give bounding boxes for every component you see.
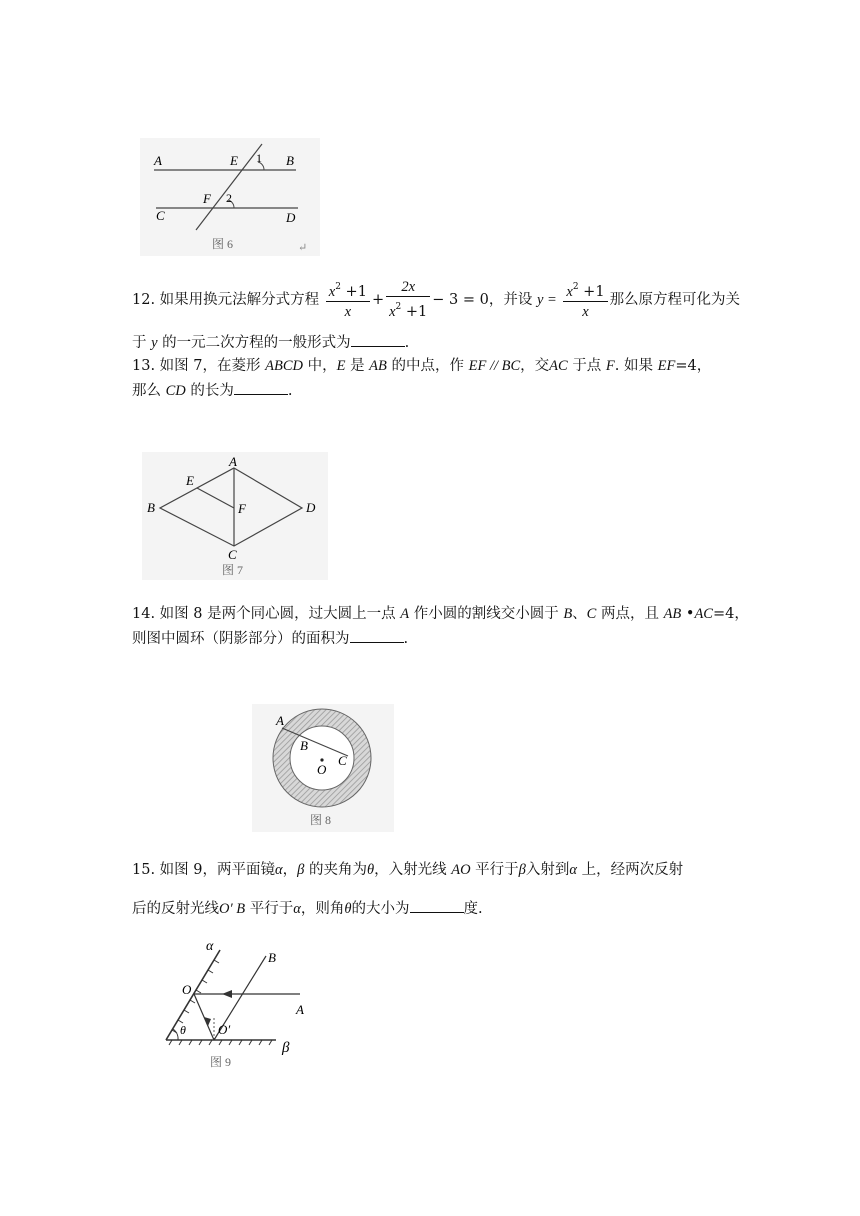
label-beta: β — [282, 1040, 290, 1056]
answer-blank[interactable] — [410, 898, 464, 913]
question-14-line-1: 14. 如图 8 是两个同心圆，过大圆上一点 A 作小圆的割线交小圆于 B、C 两点，且 AB •AC=4， — [132, 606, 749, 622]
figure-caption: 图 8 — [310, 813, 332, 827]
answer-blank[interactable] — [234, 380, 288, 395]
label-angle-1: 1 — [256, 151, 262, 165]
figure-caption: 图 9 — [210, 1055, 232, 1069]
label-theta: θ — [180, 1023, 186, 1037]
arrow-head-incident — [222, 990, 232, 998]
arrow-head-reflected — [204, 1017, 211, 1026]
label-f: F — [203, 191, 211, 206]
figure-caption: 图 6 — [212, 237, 234, 251]
answer-blank[interactable] — [351, 332, 405, 347]
figure-caption: 图 7 — [222, 563, 244, 577]
label-alpha: α — [206, 939, 214, 954]
question-13-line-1: 13. 如图 7，在菱形 ABCD 中，E 是 AB 的中点，作 EF // BC，交AC 于点 F. 如果 EF=4， — [132, 358, 712, 374]
label-b: B — [268, 950, 276, 965]
label-a: A — [154, 153, 162, 168]
figure-8 — [252, 704, 394, 832]
label-c: C — [228, 547, 237, 562]
label-d: D — [286, 210, 296, 225]
label-o: O — [182, 982, 192, 997]
label-c: C — [338, 753, 347, 768]
figure-6 — [140, 138, 320, 256]
label-o: O — [317, 762, 327, 777]
question-13-line-2: 那么 CD 的长为 . — [132, 380, 292, 401]
label-b: B — [286, 153, 294, 168]
mirror-alpha — [166, 950, 220, 1040]
label-d: D — [306, 500, 316, 515]
label-a: A — [296, 1002, 304, 1017]
label-e: E — [186, 473, 194, 488]
question-15-line-2: 后的反射光线O′ B 平行于α，则角θ的大小为 度. — [132, 898, 483, 919]
question-12-line-1: 12. 如果用换元法解分式方程 $\frac{x^2 +1}{x}$ + $\frac{2x}{x^2 +1}$ − 3 = 0，并设 y = $\frac{x^2 +1}{x}$ 那么原方程可化为关 — [132, 279, 741, 320]
answer-blank[interactable] — [350, 628, 404, 643]
question-14-line-2: 则图中圆环（阴影部分）的面积为 . — [132, 628, 408, 649]
return-mark: ↵ — [298, 241, 308, 254]
question-15-line-1: 15. 如图 9，两平面镜α，β 的夹角为θ，入射光线 AO 平行于β入射到α 上，经两次反射 — [132, 862, 684, 878]
label-b: B — [300, 738, 308, 753]
label-e: E — [230, 153, 238, 168]
label-a: A — [229, 454, 237, 469]
label-angle-2: 2 — [226, 191, 232, 205]
figure-7 — [142, 452, 328, 580]
label-c: C — [156, 208, 165, 223]
label-f: F — [238, 501, 246, 516]
question-12-line-2: 于 y 的一元二次方程的一般形式为 . — [132, 332, 409, 353]
figure-9 — [158, 934, 308, 1072]
label-a: A — [276, 713, 284, 728]
label-o-prime: O′ — [218, 1022, 231, 1037]
label-b: B — [147, 500, 155, 515]
